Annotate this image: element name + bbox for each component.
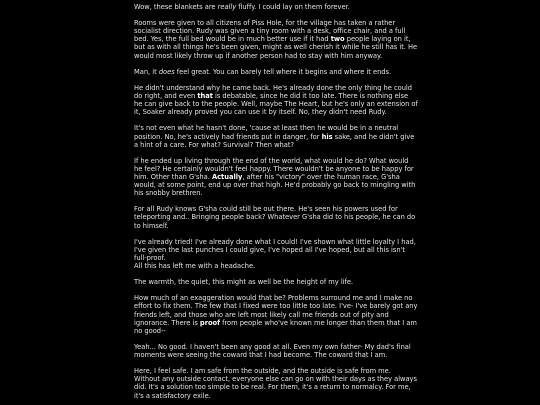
italic-text: really xyxy=(217,3,237,11)
bold-text: proof xyxy=(199,318,221,327)
text-run: is debatable, since he did it too late. There is nothing else he can give back to the people. Well, maybe The Heart, but he's only an extension of it, Soaker already proved you can use it by itself. No, they didn't need Rudy. xyxy=(134,92,418,117)
text-run: people laying on it, but as with all things he's been given, might as well cherish it while he still has it. He would most likely throw up if another person had to stay with him anyway. xyxy=(134,35,418,60)
text-run: He didn't understand why he came back. He's already done the only thing he could do right, and even xyxy=(134,83,412,101)
text-run: It's not even what he hasn't done, 'cause at least then he would be in a neutral position. No, he's actively had friends put in danger, for xyxy=(134,124,399,141)
text-run: All this has left me with a headache. xyxy=(134,262,256,270)
text-run: Man, it xyxy=(134,67,159,76)
text-run: fluffy. I could lay on them forever. xyxy=(236,3,350,11)
paragraph xyxy=(134,343,418,359)
italic-text: does xyxy=(158,67,175,76)
story-text xyxy=(134,3,418,405)
text-run: I've already tried! I've already done what I could! I've shown what little loyalty I had, I've given the last punches I could give, I've hoped all I've hoped, but all this isn't full-proof. xyxy=(134,237,416,262)
text-run: Yeah... No good. I haven't been any good at all. Even my own father- My dad's final moments were seeing the coward that I had become. The coward that I am. xyxy=(134,342,411,360)
bold-text: that xyxy=(197,92,213,101)
paragraph xyxy=(134,205,418,229)
paragraph xyxy=(134,3,418,11)
text-run: Here, I feel safe. I am safe from the outside, and the outside is safe from me. Without any outside contact, everyone else can go on with their days as they always did. It's a solution too simple to be real. For them, it's a return to normalcy. For me, it's a satisfactory exile. xyxy=(134,367,417,400)
paragraph xyxy=(134,294,418,334)
paragraph xyxy=(134,124,418,148)
text-run: from people who've known me longer than them that I am no good-- xyxy=(134,318,417,335)
text-run: The warmth, the quiet, this might as well be the height of my life. xyxy=(134,278,354,287)
bold-text: Actually xyxy=(211,172,243,181)
text-run: If he ended up living through the end of the world, what would he do? What would he feel? He certainly wouldn't feel happy. There wouldn't be anyone to be happy for him. Other than G'sha. xyxy=(134,156,414,181)
paragraph xyxy=(134,238,418,270)
text-run: For all Rudy knows G'sha could still be out there. He's seen his powers used for teleporting and.. Bringing people back? Whatever G'sha did to his people, he can do to himself. xyxy=(134,205,416,230)
paragraph xyxy=(134,84,418,116)
paragraph xyxy=(134,19,418,59)
bold-text: his xyxy=(321,132,333,141)
paragraph xyxy=(134,68,418,76)
text-run: Rooms were given to all citizens of Piss Hole, for the village has taken a rather socialist direction. Rudy was given a tiny room with a desk, office chair, and a full bed. Yes, the full bed would be in much better use if it had xyxy=(134,19,406,44)
text-run: Wow, these blankets are xyxy=(134,3,218,11)
paragraph xyxy=(134,157,418,197)
paragraph xyxy=(134,367,418,399)
text-run: , after his "victory" over the human race, G'sha would, at some point, end up over that high. He'd probably go back to mingling with his snobby brethren. xyxy=(134,172,416,198)
text-run: feel great. You can barely tell where it begins and where it ends. xyxy=(174,67,392,76)
bold-text: two xyxy=(330,35,345,44)
text-run: sake, and he didn't give a hint of a care. For what? Survival? Then what? xyxy=(134,132,415,149)
paragraph xyxy=(134,278,418,286)
text-run: How much of an exaggeration would that be? Problems surround me and I make no effort to fix them. The few that I fixed were too little too late. I've- I've barely got any friends left, and those who are left most likely call me friends out of pity and ignorance. There is xyxy=(134,294,418,327)
